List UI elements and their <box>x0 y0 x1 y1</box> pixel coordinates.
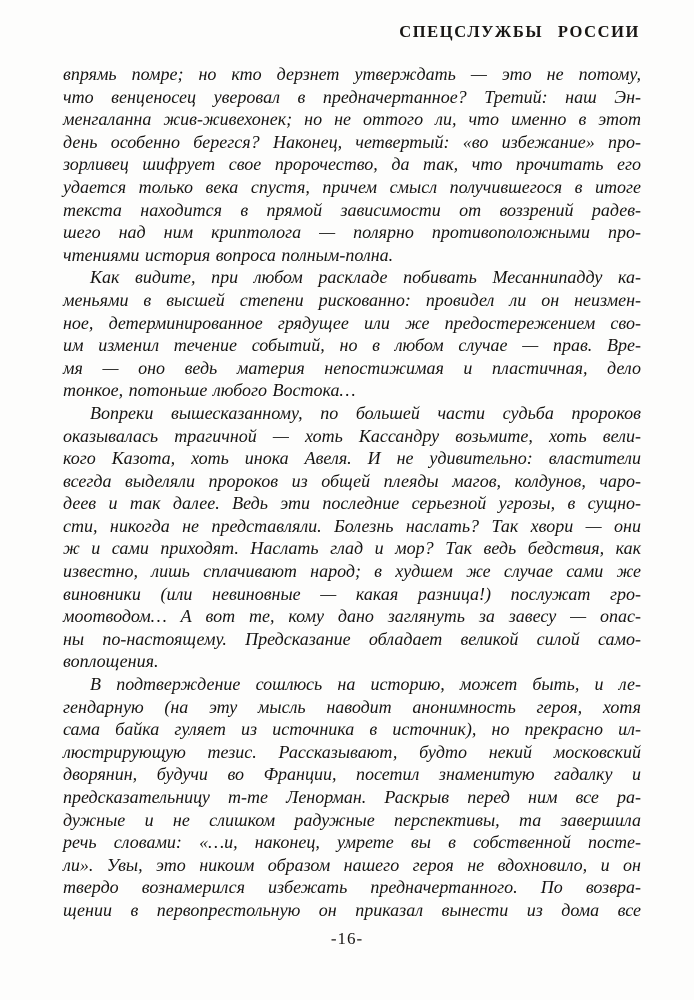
text-line: предсказательницу m-me Ленорман. Раскрыв перед ним все ра- <box>63 787 641 807</box>
text-line: речь словами: «…и, наконец, умрете вы в собственной посте- <box>63 832 641 853</box>
text-line: Вопреки вышесказанному, по большей части судьба пророков <box>90 402 641 423</box>
text-line: день особенно берегся? Наконец, четвертый: «во избежание» про- <box>63 131 641 152</box>
text-line: шего над ним криптолога — полярно противоположными про- <box>63 222 641 243</box>
body-text <box>63 63 641 922</box>
text-line: известно, лишь сплачивают народ; в худшем же случае сами же <box>63 561 641 582</box>
running-header: СПЕЦСЛУЖБЫ РОССИИ <box>399 22 640 41</box>
text-line: ли». Увы, это никоим образом нашего героя не вдохновило, и он <box>63 854 641 875</box>
text-line: люстрирующую тезис. Рассказывают, будто некий московский <box>63 741 641 762</box>
text-line: ны по-настоящему. Предсказание обладает великой силой само- <box>63 628 641 649</box>
text-line: оказывалась трагичной — хоть Кассандру возьмите, хоть вели- <box>63 425 641 446</box>
text-line: тонкое, потоньше любого Востока… <box>63 380 356 401</box>
text-line: виновники (или невиновные — какая разница!) послужат гро- <box>63 583 641 604</box>
text-line: твердо вознамерился избежать предначертанного. По возвра- <box>63 877 641 898</box>
text-line: ж и сами приходят. Наслать глад и мор? Так ведь бедствия, как <box>63 538 641 559</box>
text-line: моотводом… А вот те, кому дано заглянуть за завесу — опас- <box>63 606 641 627</box>
text-line: дворянин, будучи во Франции, посетил знаменитую гадалку и <box>63 764 641 785</box>
text-line: кого Казота, хоть инока Авеля. И не удивительно: властители <box>63 448 641 469</box>
text-line: всегда выделяли пророков из общей плеяды магов, колдунов, чаро- <box>63 470 641 491</box>
text-line: ное, детерминированное грядущее или же предостережением сво- <box>63 312 641 333</box>
text-line: удается только века спустя, причем смысл получившегося в итоге <box>63 176 641 197</box>
text-line: деев и так далее. Ведь эти последние серьезной угрозы, в сущно- <box>63 493 641 514</box>
text-line: мя — оно ведь материя непостижимая и пластичная, дело <box>63 357 641 378</box>
text-line: зорливец шифрует свое пророчество, да так, что прочитать его <box>63 154 641 175</box>
page-number: -16- <box>330 929 364 948</box>
text-line: щении в первопрестольную он приказал вынести из дома все <box>63 899 641 920</box>
text-line: впрямь помре; но кто дерзнет утверждать — это не потому, <box>63 64 641 84</box>
text-line: В подтверждение сошлюсь на историю, может быть, и ле- <box>90 674 641 695</box>
text-line: сама байка гуляет из источника в источник), но прекрасно ил- <box>63 719 641 740</box>
text-line: воплощения. <box>63 651 159 672</box>
text-line: им изменил течение событий, но в любом случае — прав. Вре- <box>63 335 641 356</box>
text-line: Как видите, при любом раскладе побивать Месаннипадду ка- <box>90 267 641 288</box>
text-line: что венценосец уверовал в предначертанное? Третий: наш Эн- <box>63 86 641 107</box>
text-line: гендарную (на эту мысль наводит анонимность героя, хотя <box>63 696 641 717</box>
text-line: меньями в высшей степени рискованно: провидел ли он неизмен- <box>63 289 641 310</box>
text-line: сти, никогда не представляли. Болезнь наслать? Так хвори — они <box>63 515 641 536</box>
text-line: чтениями история вопроса полным-полна. <box>63 244 394 265</box>
text-line: менгаланна жив-живехонек; но не оттого ли, что именно в этот <box>63 109 641 130</box>
text-line: текста находится в прямой зависимости от воззрений радев- <box>63 199 641 220</box>
text-line: дужные и не слишком радужные перспективы, та завершила <box>63 809 641 830</box>
